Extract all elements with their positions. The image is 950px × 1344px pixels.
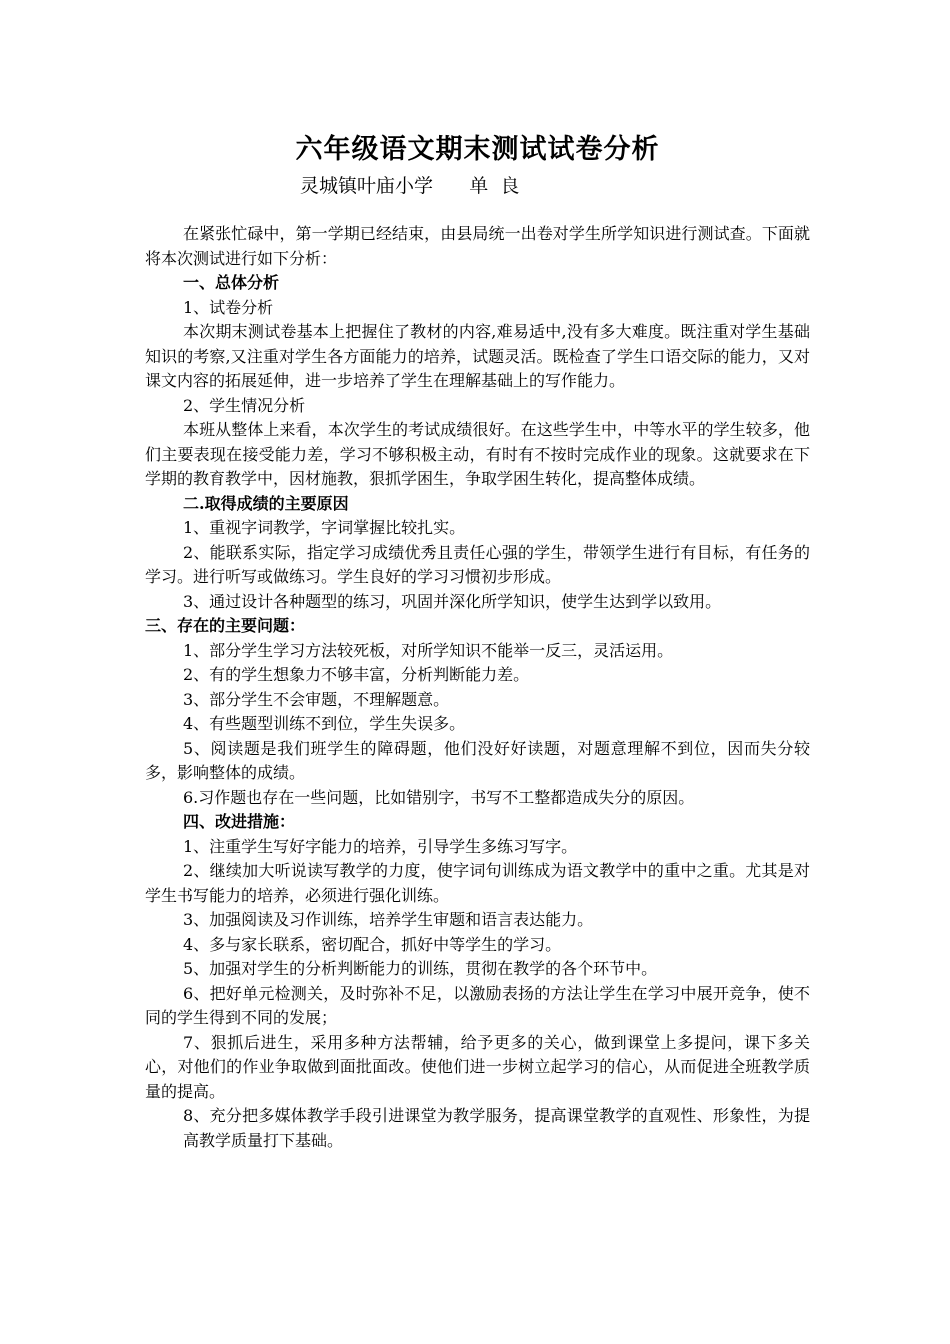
body-paragraph: 2、学生情况分析 — [183, 395, 306, 415]
body-paragraph: 4、有些题型训练不到位，学生失误多。 — [183, 714, 466, 733]
body-paragraph: 2、能联系实际，指定学习成绩优秀且责任心强的学生，带领学生进行有目标，有任务的学习。进行听写或做练习。学生良好的学习习惯初步形成。 — [145, 542, 810, 586]
author-line: 灵城镇叶庙小学 单 良 — [300, 175, 520, 197]
body-paragraph: 8、充分把多媒体教学手段引进课堂为教学服务，提高课堂教学的直观性、形象性，为提高教学质量打下基础。 — [183, 1106, 810, 1150]
section-heading: 三、存在的主要问题： — [145, 616, 306, 635]
body-paragraph: 3、通过设计各种题型的练习，巩固并深化所学知识，使学生达到学以致用。 — [183, 591, 722, 611]
document-page — [145, 132, 810, 1153]
body-paragraph: 2、继续加大听说读写教学的力度，使字词句训练成为语文教学中的重中之重。尤其是对学生书写能力的培养，必须进行强化训练。 — [145, 861, 810, 905]
body-paragraph: 在紧张忙碌中，第一学期已经结束，由县局统一出卷对学生所学知识进行测试查。下面就将本次测试进行如下分析： — [145, 224, 810, 268]
body-paragraph: 1、重视字词教学，字词掌握比较扎实。 — [183, 518, 466, 537]
section-heading: 四、改进措施： — [183, 812, 296, 831]
body-paragraph: 4、多与家长联系，密切配合，抓好中等学生的学习。 — [183, 934, 562, 954]
section-heading: 一、总体分析 — [183, 273, 280, 292]
body-paragraph: 本班从整体上来看，本次学生的考试成绩很好。在这些学生中，中等水平的学生较多，他们主要表现在接受能力差，学习不够积极主动，有时有不按时完成作业的现象。这就要求在下学期的教育教学中，因材施教，狠抓学困生，争取学困生转化，提高整体成绩。 — [145, 420, 810, 488]
body-paragraph: 3、部分学生不会审题，不理解题意。 — [183, 689, 450, 709]
body-paragraph: 3、加强阅读及习作训练，培养学生审题和语言表达能力。 — [183, 910, 594, 929]
body-paragraph: 7、狠抓后进生，采用多种方法帮辅，给予更多的关心，做到课堂上多提问，课下多关心，对他们的作业争取做到面批面改。使他们进一步树立起学习的信心，从而促进全班教学质量的提高。 — [145, 1032, 810, 1101]
body-paragraph: 6、把好单元检测关，及时弥补不足，以激励表扬的方法让学生在学习中展开竞争，使不同的学生得到不同的发展； — [145, 983, 810, 1027]
document-title: 六年级语文期末测试试卷分析 — [295, 134, 660, 165]
body-paragraph: 5、加强对学生的分析判断能力的训练，贯彻在教学的各个环节中。 — [183, 959, 658, 978]
body-paragraph: 1、试卷分析 — [183, 297, 274, 317]
body-paragraph: 1、部分学生学习方法较死板，对所学知识不能举一反三，灵活运用。 — [183, 640, 674, 660]
body-paragraph: 5、阅读题是我们班学生的障碍题，他们没好好读题，对题意理解不到位，因而失分较多，影响整体的成绩。 — [145, 738, 810, 782]
document-body — [145, 222, 810, 1153]
body-paragraph: 6.习作题也存在一些问题，比如错别字，书写不工整都造成失分的原因。 — [183, 787, 695, 807]
body-paragraph: 2、有的学生想象力不够丰富，分析判断能力差。 — [183, 665, 530, 684]
body-paragraph: 1、注重学生写好字能力的培养，引导学生多练习写字。 — [183, 836, 578, 856]
body-paragraph: 本次期末测试卷基本上把握住了教材的内容,难易适中,没有多大难度。既注重对学生基础知识的考察,又注重对学生各方面能力的培养，试题灵活。既检查了学生口语交际的能力，又对课文内容的拓展延伸，进一步培养了学生在理解基础上的写作能力。 — [145, 322, 810, 390]
section-heading: 二.取得成绩的主要原因 — [183, 493, 349, 513]
